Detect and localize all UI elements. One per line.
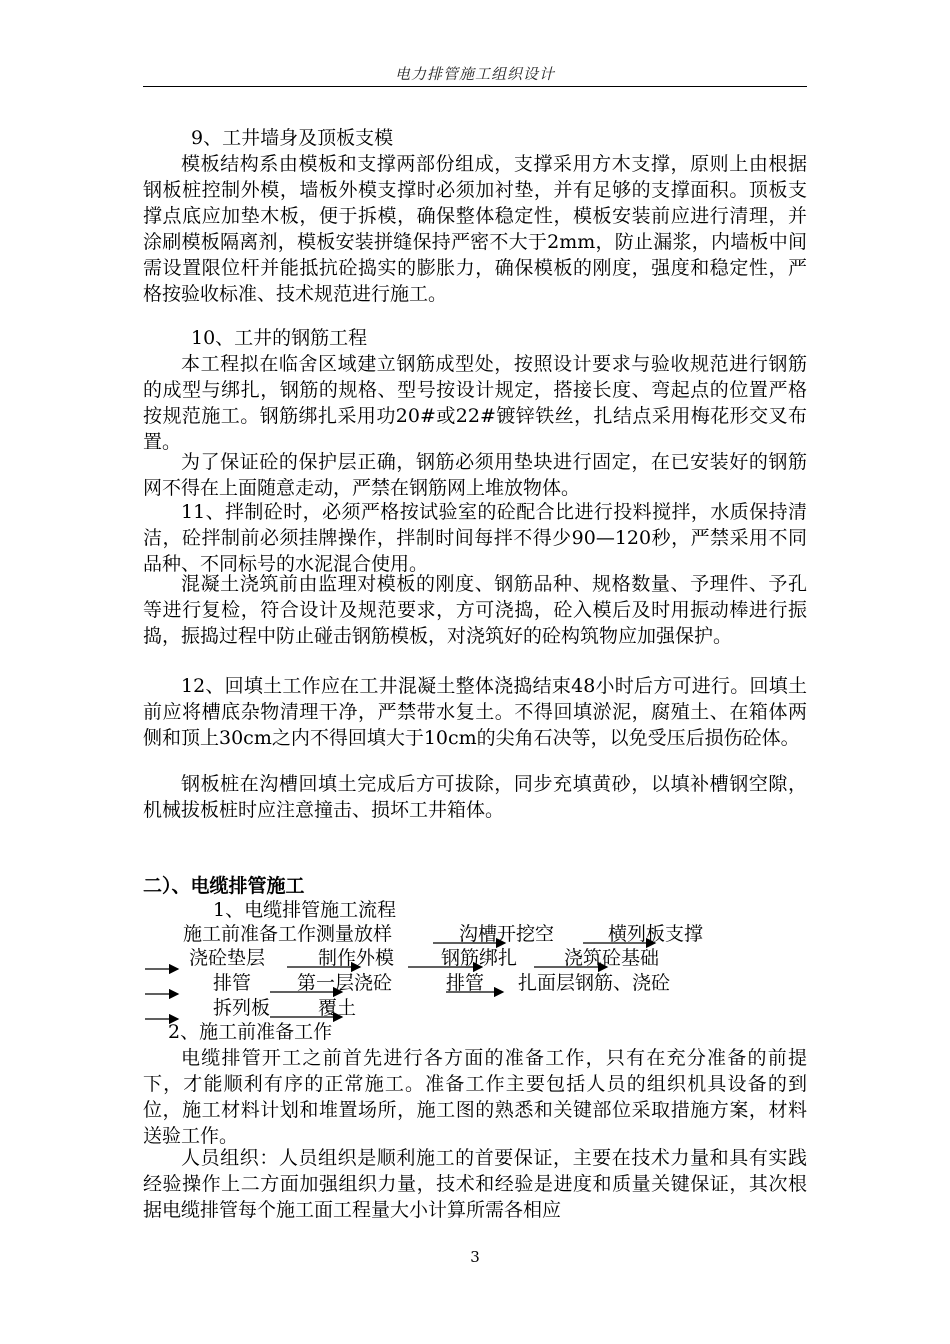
item-10-title: 10、工井的钢筋工程 — [191, 327, 368, 349]
item-12-body: 12、回填土工作应在工井混凝土整体浇捣结束48小时后方可进行。回填土前应将槽底杂物清理干净，严禁带水复土。不得回填淤泥，腐殖土、在箱体两侧和顶上30cm之内不得回填大于10cm的尖角石决等，以免受压后损伤砼体。 — [143, 675, 807, 749]
flow-step-shoring: 横列板支撑 — [608, 923, 704, 945]
flow-step-top-rebar-pour: 扎面层钢筋、浇砼 — [518, 972, 671, 994]
section-2-2-title: 2、施工前准备工作 — [168, 1021, 333, 1043]
flow-step-trench: 沟槽开挖空 — [459, 923, 555, 945]
flow-step-cushion: 浇砼垫层 — [189, 947, 266, 969]
flow-step-prep-survey: 施工前准备工作测量放样 — [183, 923, 393, 945]
item-12-body-2: 钢板桩在沟槽回填土完成后方可拔除，同步充填黄砂，以填补槽钢空隙，机械拔板桩时应注意撞击、损坏工井箱体。 — [143, 773, 807, 821]
flow-step-first-pour: 第一层浇砼 — [297, 972, 393, 994]
flow-step-foundation: 浇筑砼基础 — [564, 947, 660, 969]
section-2-heading: 二）、电缆排管施工 — [143, 875, 305, 897]
item-10-body-2: 为了保证砼的保护层正确，钢筋必须用垫块进行固定，在已安装好的钢筋网不得在上面随意走动，严禁在钢筋网上堆放物体。 — [143, 451, 807, 499]
flow-step-backfill: 覆土 — [318, 997, 357, 1019]
flow-step-remove-boards: 拆列板 — [213, 997, 271, 1019]
flow-step-pipe-laying-2: 排管 — [446, 972, 485, 994]
flow-step-pipe-laying: 排管 — [213, 972, 252, 994]
item-10-body: 本工程拟在临舍区域建立钢筋成型处，按照设计要求与验收规范进行钢筋的成型与绑扎，钢筋的规格、型号按设计规定，搭接长度、弯起点的位置严格按规范施工。钢筋绑扎采用功20#或22#镀锌铁丝，扎结点采用梅花形交叉布置。 — [143, 353, 807, 453]
section-2-2-body: 电缆排管开工之前首先进行各方面的准备工作，只有在充分准备的前提下，才能顺利有序的正常施工。准备工作主要包括人员的组织机具设备的到位，施工材料计划和堆置场所，施工图的熟悉和关键部位采取措施方案，材料送验工作。 — [143, 1047, 807, 1147]
page-header-title: 电力排管施工组织设计 — [394, 65, 555, 83]
item-9-title: 9、工井墙身及顶板支模 — [191, 127, 394, 149]
section-2-2-body-2: 人员组织：人员组织是顺利施工的首要保证，主要在技术力量和具有实践经验操作上二方面加强组织力量，技术和经验是进度和质量关键保证，其次根据电缆排管每个施工面工程量大小计算所需各相应 — [143, 1147, 807, 1221]
flow-step-outer-mold: 制作外模 — [318, 947, 395, 969]
flow-step-rebar-tie: 钢筋绑扎 — [441, 947, 518, 969]
section-2-1-title: 1、电缆排管施工流程 — [213, 899, 397, 921]
item-11-body-2: 混凝土浇筑前由监理对模板的刚度、钢筋品种、规格数量、予理件、予孔等进行复检，符合设计及规范要求，方可浇捣，砼入模后及时用振动棒进行振捣，振捣过程中防止碰击钢筋模板，对浇筑好的砼构筑物应加强保护。 — [143, 573, 807, 647]
item-9-body: 模板结构系由模板和支撑两部份组成，支撑采用方木支撑，原则上由根据钢板桩控制外模，墙板外模支撑时必须加衬垫，并有足够的支撑面积。顶板支撑点底应加垫木板，便于拆模，确保整体稳定性，模板安装前应进行清理，并涂刷模板隔离剂，模板安装拼缝保持严密不大于2mm，防止漏浆，内墙板中间需设置限位杆并能抵抗砼捣实的膨胀力，确保模板的刚度，强度和稳定性，严格按验收标准、技术规范进行施工。 — [143, 153, 807, 305]
item-11-body: 11、拌制砼时，必须严格按试验室的砼配合比进行投料搅拌，水质保持清洁，砼拌制前必须挂牌操作，拌制时间每拌不得少90—120秒，严禁采用不同品种、不同标号的水泥混合使用。 — [143, 501, 807, 575]
page-number: 3 — [470, 1248, 480, 1266]
